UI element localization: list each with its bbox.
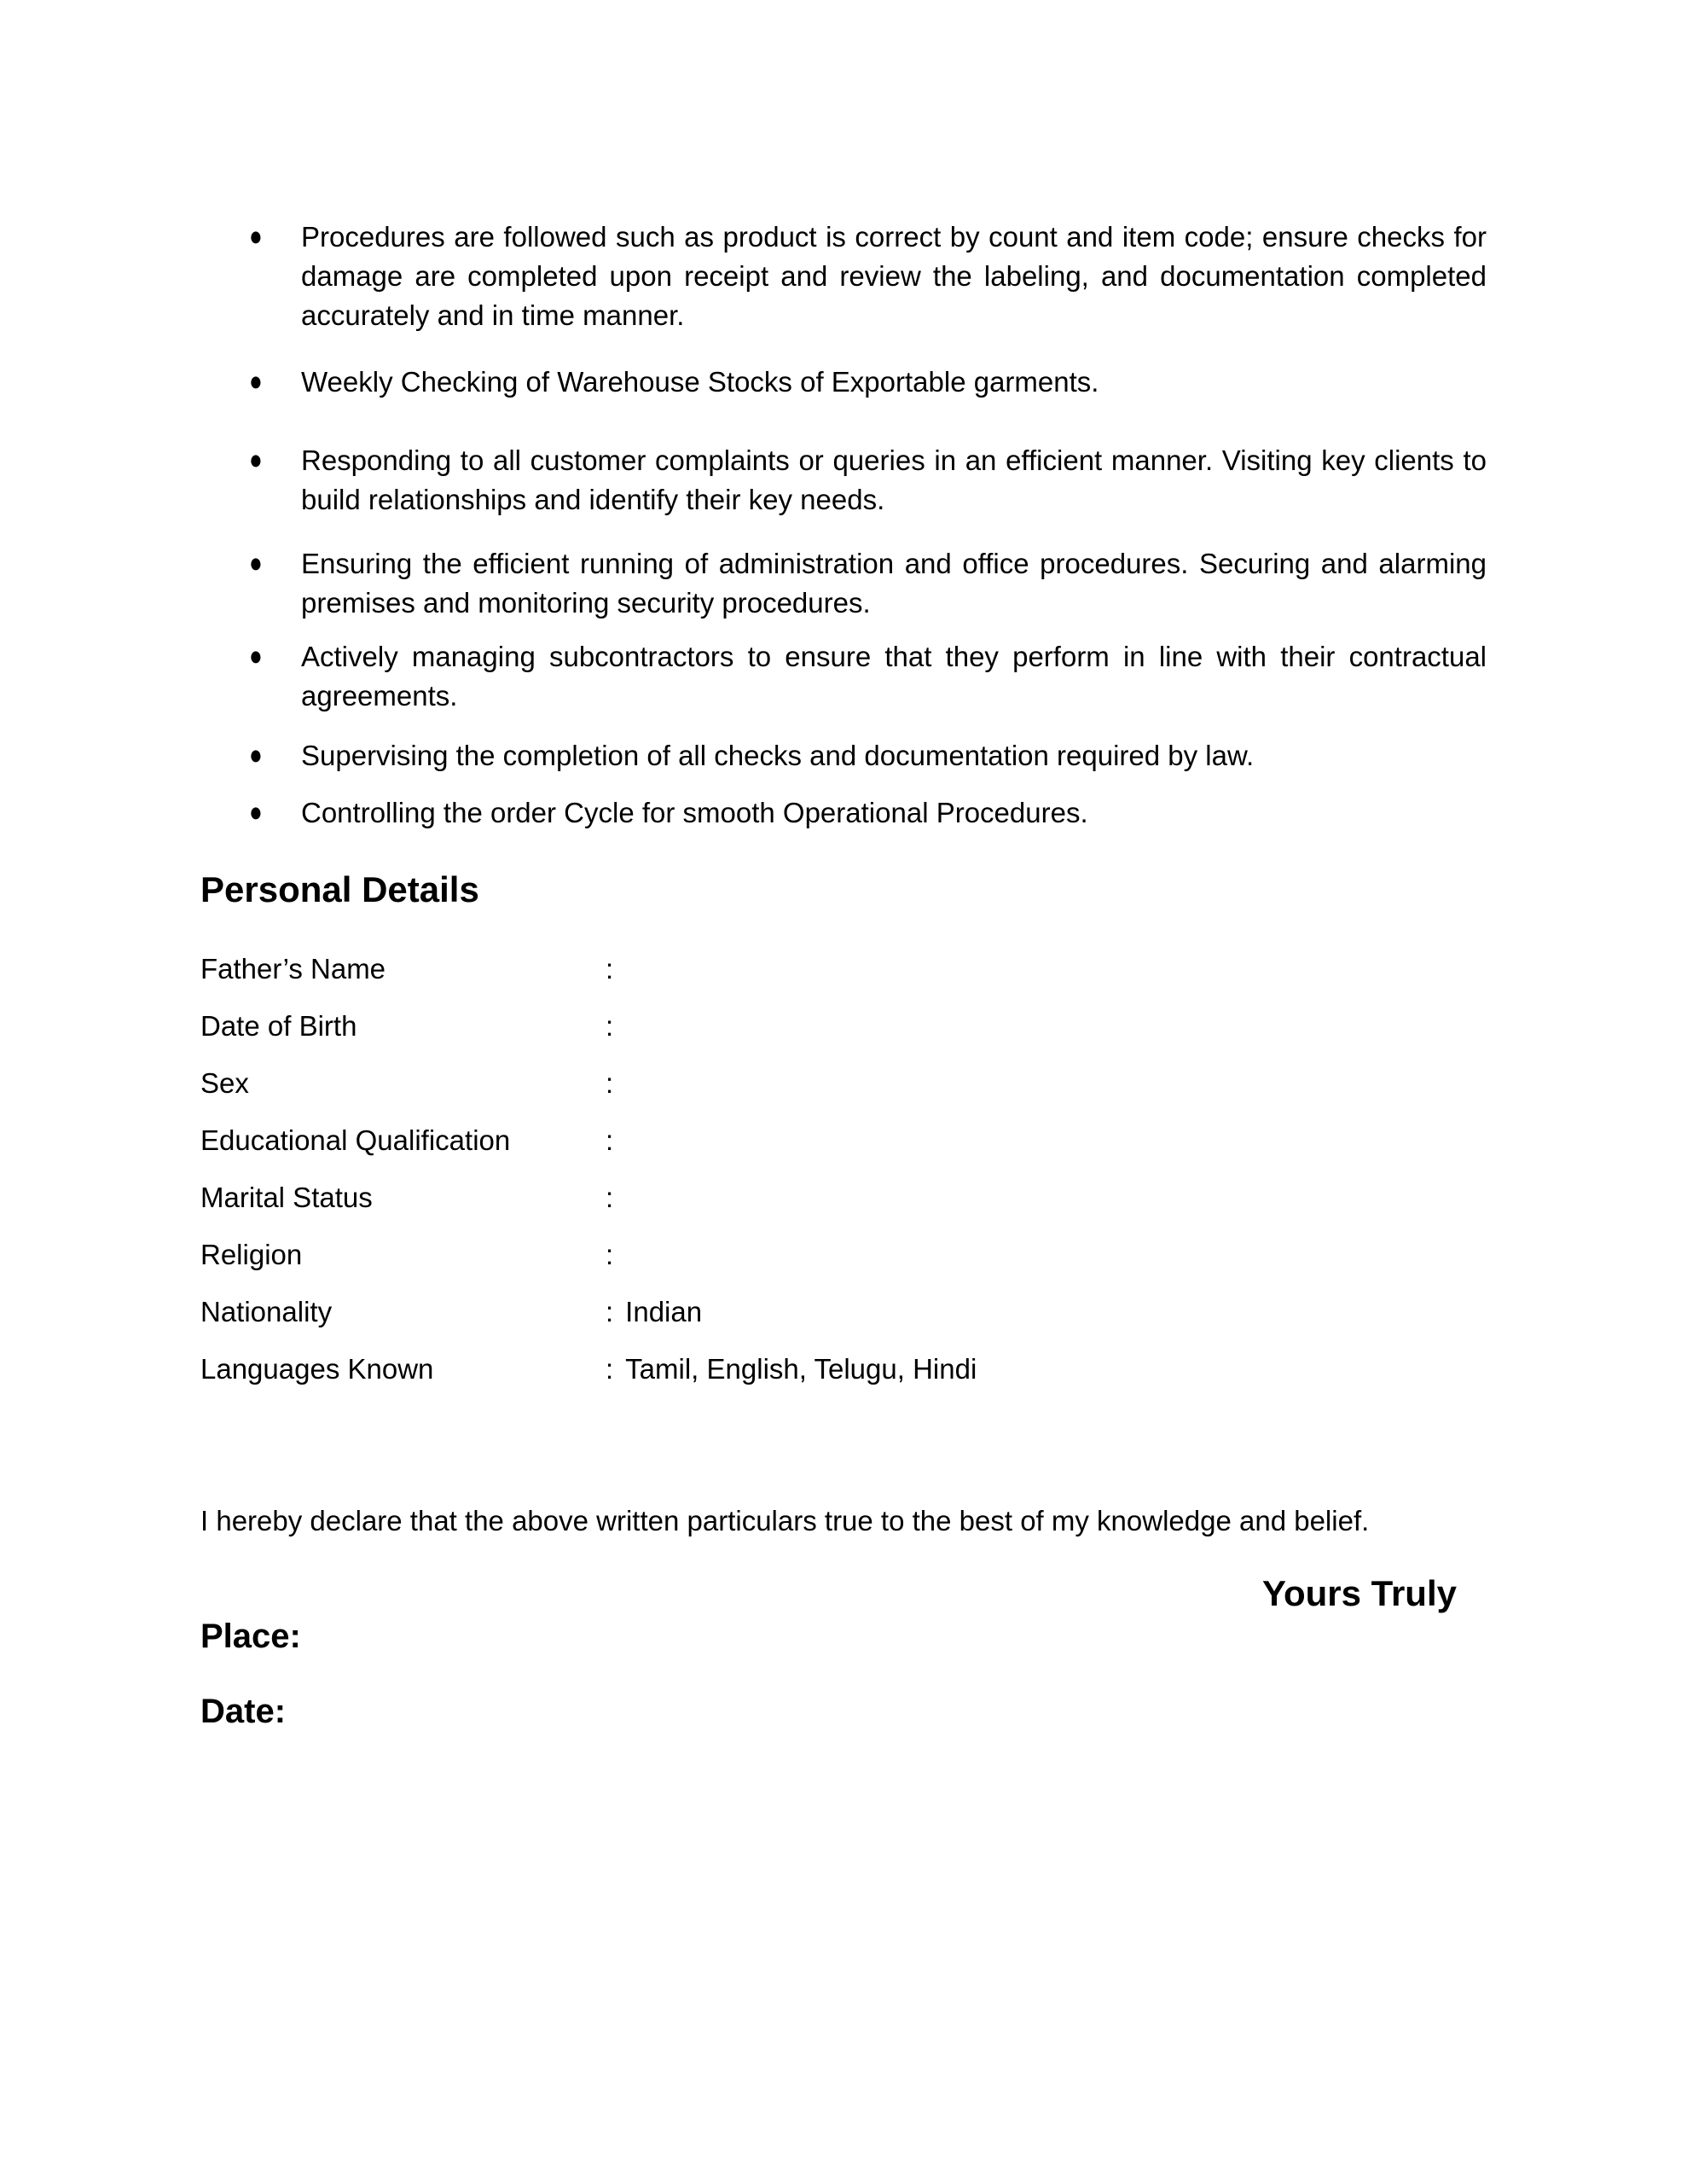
bullet-item — [200, 637, 1487, 716]
bullet-item — [200, 736, 1487, 775]
document-content — [200, 218, 1487, 1733]
bullet-icon: ● — [249, 364, 263, 397]
detail-value: Indian — [625, 1296, 703, 1327]
detail-colon: : — [606, 953, 614, 985]
detail-row — [200, 1121, 1487, 1160]
personal-details-heading: Personal Details — [200, 869, 479, 909]
detail-label: Languages Known — [200, 1353, 434, 1385]
detail-colon: : — [606, 1296, 614, 1327]
bullet-icon: ● — [249, 738, 263, 770]
detail-label: Nationality — [200, 1296, 333, 1327]
detail-row — [200, 1064, 1487, 1103]
detail-row — [200, 1350, 1487, 1389]
place-label: Place: — [200, 1618, 301, 1655]
detail-row — [200, 1292, 1487, 1332]
detail-row — [200, 950, 1487, 989]
detail-colon: : — [606, 1124, 614, 1156]
bullet-item — [200, 544, 1487, 623]
responsibilities-bullet-list — [200, 218, 1487, 833]
bullet-item — [200, 218, 1487, 335]
bullet-item — [200, 363, 1487, 402]
bullet-text: Supervising the completion of all checks and documentation required by law. — [301, 740, 1255, 771]
bullet-item — [200, 441, 1487, 520]
bullet-text: Actively managing subcontractors to ensure that they perform in line with their contractual agreements. — [301, 641, 1487, 712]
bullet-text: Procedures are followed such as product is correct by count and item code; ensure checks for damage are completed upon receipt and review the labeling, and documentation completed accurately and in time manner. — [301, 221, 1487, 331]
detail-colon: : — [606, 1353, 614, 1385]
detail-row — [200, 1178, 1487, 1217]
detail-colon: : — [606, 1067, 614, 1099]
detail-colon: : — [606, 1010, 614, 1042]
date-label: Date: — [200, 1693, 287, 1730]
detail-label: Father’s Name — [200, 953, 386, 985]
detail-label: Sex — [200, 1067, 249, 1099]
bullet-text: Responding to all customer complaints or queries in an efficient manner. Visiting key clients to build relationships and identify their key needs. — [301, 444, 1487, 515]
closing-text: Yours Truly — [1262, 1573, 1457, 1613]
detail-row — [200, 1235, 1487, 1275]
bullet-icon: ● — [249, 219, 263, 252]
detail-label: Date of Birth — [200, 1010, 357, 1042]
detail-label: Marital Status — [200, 1182, 373, 1213]
bullet-text: Weekly Checking of Warehouse Stocks of Exportable garments. — [301, 366, 1099, 398]
bullet-icon: ● — [249, 639, 263, 671]
bullet-icon: ● — [249, 546, 263, 578]
bullet-text: Controlling the order Cycle for smooth Operational Procedures. — [301, 797, 1088, 828]
detail-value: Tamil, English, Telugu, Hindi — [625, 1353, 977, 1385]
declaration-text: I hereby declare that the above written particulars true to the best of my knowledge and belief. — [200, 1505, 1370, 1536]
bullet-icon: ● — [249, 795, 263, 828]
detail-row — [200, 1007, 1487, 1046]
bullet-item — [200, 793, 1487, 833]
detail-label: Religion — [200, 1239, 303, 1270]
bullet-text: Ensuring the efficient running of administration and office procedures. Securing and alarming premises and monitoring security procedures. — [301, 548, 1487, 619]
detail-label: Educational Qualification — [200, 1124, 511, 1156]
detail-colon: : — [606, 1182, 614, 1213]
detail-colon: : — [606, 1239, 614, 1270]
bullet-icon: ● — [249, 443, 263, 475]
